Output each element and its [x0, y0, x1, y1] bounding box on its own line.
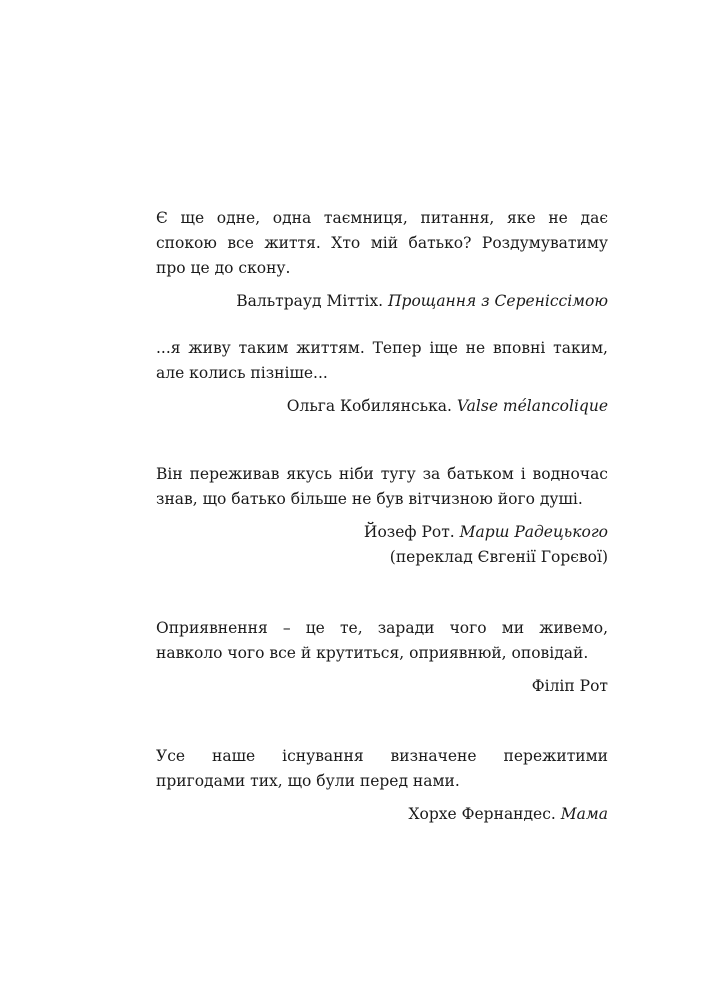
epigraph-quote: Оприявнення – це те, заради чого ми живемо, навколо чого все й крутиться, оприявнюй, оповідай. — [156, 619, 608, 662]
epigraph-work: Мама — [560, 805, 608, 823]
epigraph-1 — [156, 206, 608, 314]
epigraph-author: Йозеф Рот. — [363, 523, 455, 541]
epigraph-author: Філіп Рот — [531, 677, 608, 695]
epigraph-quote: Він переживав якусь ніби тугу за батьком і водночас знав, що батько більше не був вітчизною його душі. — [156, 465, 608, 508]
epigraph-source — [156, 802, 608, 827]
epigraph-quote: Є ще одне, одна таємниця, питання, яке не дає спокою все життя. Хто мій батько? Роздумуватиму про це до скону. — [156, 209, 608, 277]
epigraph-4 — [156, 616, 608, 699]
epigraph-work: Марш Радецького — [459, 523, 608, 541]
epigraph-quote: ...я живу таким життям. Тепер іще не вповні таким, але колись пізніше... — [156, 339, 608, 382]
epigraph-source — [156, 674, 608, 699]
epigraph-work: Прощання з Сереніссімою — [388, 292, 608, 310]
epigraph-2 — [156, 336, 608, 419]
epigraph-author: Ольга Кобилянська. — [286, 397, 452, 415]
epigraph-author: Вальтрауд Міттіх. — [236, 292, 384, 310]
epigraph-3 — [156, 462, 608, 570]
epigraph-work: Valse mélancolique — [456, 397, 608, 415]
epigraph-5 — [156, 744, 608, 827]
epigraph-translator-note: (переклад Євгенії Горєвої) — [389, 548, 608, 566]
epigraph-source — [156, 520, 608, 545]
epigraph-quote: Усе наше існування визначене пережитими пригодами тих, що були перед нами. — [156, 747, 608, 790]
epigraph-source — [156, 394, 608, 419]
epigraph-author: Хорхе Фернандес. — [408, 805, 556, 823]
epigraph-source — [156, 289, 608, 314]
